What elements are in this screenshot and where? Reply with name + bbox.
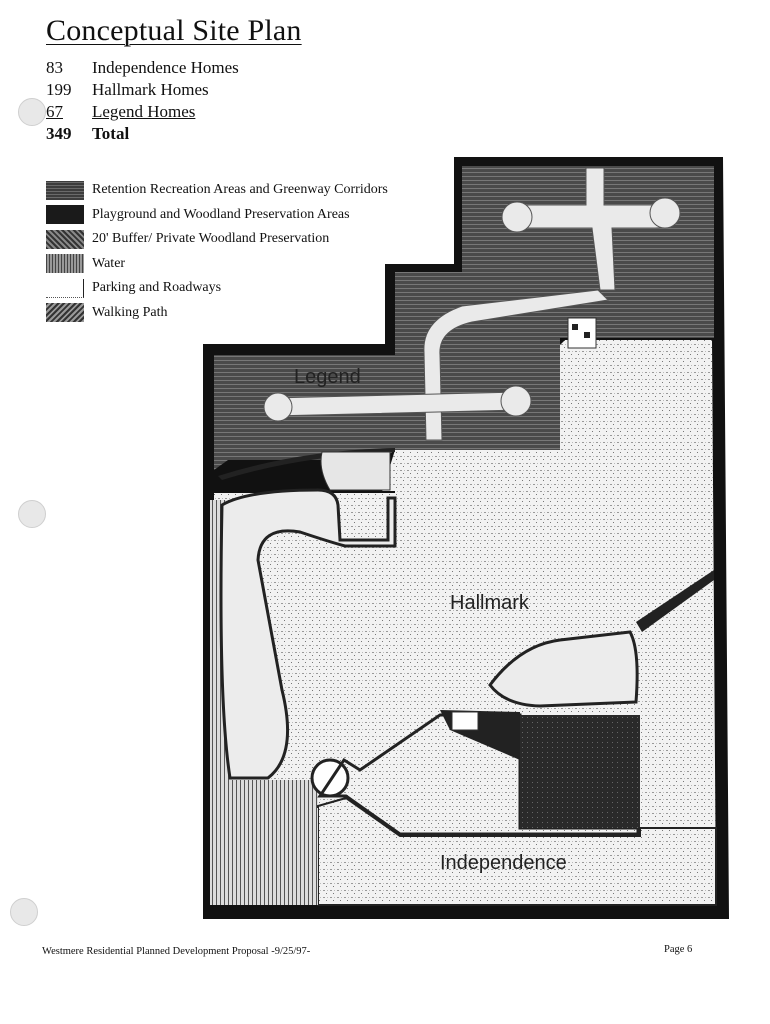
vertical-hatch-icon (46, 254, 84, 273)
zone-label-hallmark: Hallmark (450, 592, 529, 614)
open-white-icon (46, 279, 84, 298)
legend-item-parking (46, 276, 388, 300)
diagonal-hatch-icon (46, 230, 84, 249)
legend-label: Retention Recreation Areas and Greenway Corridors (92, 182, 388, 197)
building (572, 324, 578, 330)
legend-label: Walking Path (92, 304, 168, 320)
count-value: 67 (46, 102, 63, 121)
cul-de-sac (650, 198, 680, 228)
legend-label: Water (92, 255, 126, 271)
page-number: Page 6 (664, 944, 693, 955)
map-legend (46, 178, 388, 326)
zone-label-independence: Independence (440, 852, 567, 874)
cul-de-sac (501, 386, 531, 416)
count-value: 199 (46, 80, 72, 99)
footer-document-title: Westmere Residential Planned Development Proposal -9/25/97- (42, 946, 311, 957)
water-pond-north (321, 452, 390, 490)
solid-black-icon (46, 205, 84, 224)
dense-horizontal-hatch-icon (46, 181, 84, 200)
cross-hatch-icon (46, 303, 84, 322)
zone-label-legend: Legend (294, 366, 361, 388)
cul-de-sac (502, 202, 532, 232)
legend-item-water (46, 252, 388, 276)
legend-label: Parking and Roadways (92, 280, 222, 296)
legend-label: Playground and Woodland Preservation Areas (92, 206, 350, 222)
west-buffer-south (210, 808, 318, 905)
count-value: 83 (46, 58, 63, 77)
legend-item-playground (46, 203, 388, 227)
cul-de-sac (264, 393, 292, 421)
binder-punch-hole (18, 98, 46, 126)
count-label: Independence Homes (92, 58, 239, 77)
count-label: Total (92, 124, 130, 143)
legend-item-buffer (46, 227, 388, 251)
page-title: Conceptual Site Plan (46, 14, 302, 47)
binder-punch-hole (18, 500, 46, 528)
roundabout (312, 760, 348, 796)
count-label: Hallmark Homes (92, 80, 209, 99)
legend-item-retention (46, 178, 388, 202)
legend-item-walking-path (46, 301, 388, 325)
woodland-preservation (520, 715, 640, 828)
count-label: Legend Homes (92, 102, 196, 121)
building (452, 712, 478, 730)
binder-punch-hole (10, 898, 38, 926)
legend-label: 20' Buffer/ Private Woodland Preservation (92, 231, 330, 247)
count-value: 349 (46, 124, 72, 143)
building (584, 332, 590, 338)
building (568, 318, 596, 348)
